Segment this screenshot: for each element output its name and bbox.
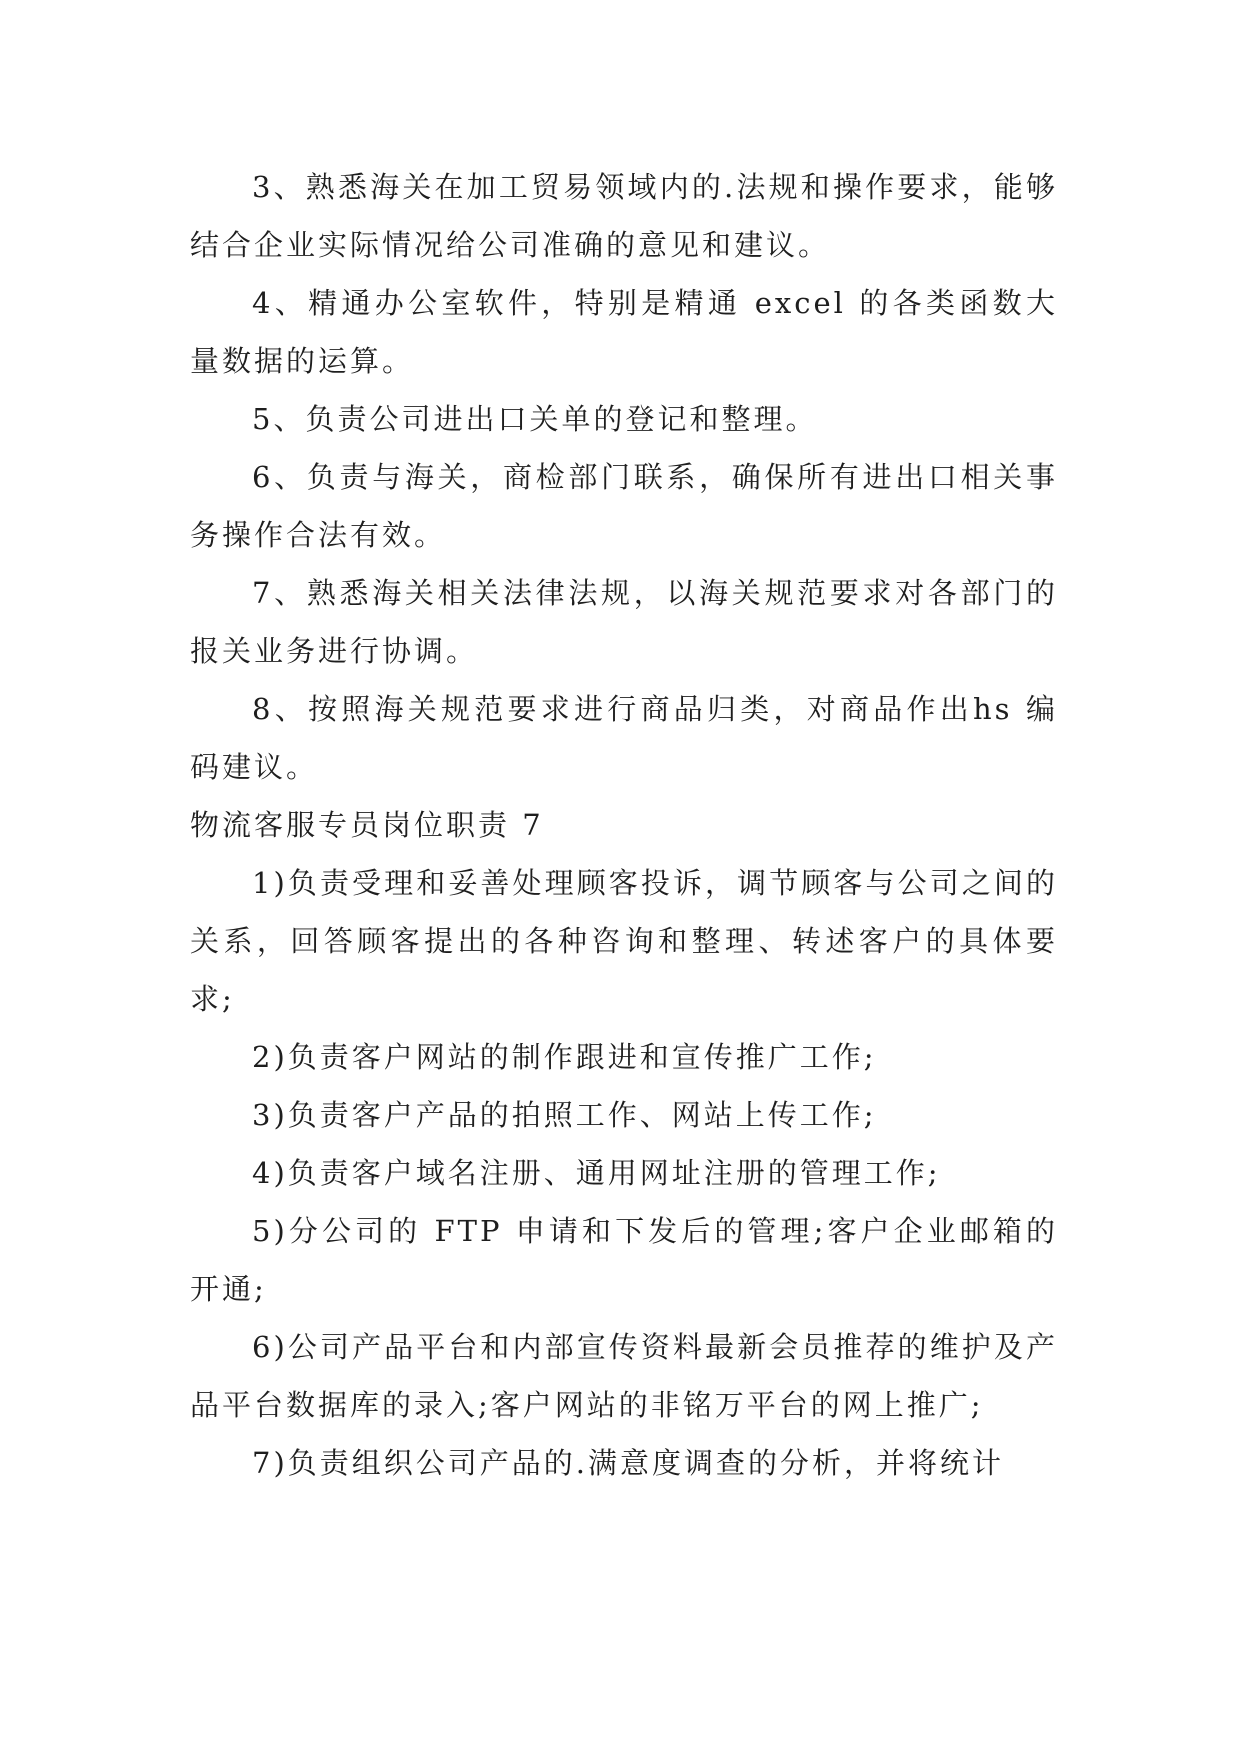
section-heading: 物流客服专员岗位职责 7 — [190, 808, 544, 842]
service-item-6: 6)公司产品平台和内部宣传资料最新会员推荐的维护及产品平台数据库的录入;客户网站的非铭万平台的网上推广; — [190, 1330, 1058, 1422]
duty-item-7: 7、熟悉海关相关法律法规，以海关规范要求对各部门的报关业务进行协调。 — [190, 576, 1058, 668]
duty-item-6: 6、负责与海关，商检部门联系，确保所有进出口相关事务操作合法有效。 — [190, 460, 1058, 552]
service-item-7: 7)负责组织公司产品的.满意度调查的分析，并将统计 — [252, 1446, 1004, 1480]
document-body — [190, 158, 1058, 1492]
service-item-4: 4)负责客户域名注册、通用网址注册的管理工作; — [252, 1156, 941, 1190]
duty-item-3: 3、熟悉海关在加工贸易领域内的.法规和操作要求，能够结合企业实际情况给公司准确的意见和建议。 — [190, 170, 1058, 262]
duty-item-4: 4、精通办公室软件，特别是精通 excel 的各类函数大量数据的运算。 — [190, 286, 1058, 378]
service-item-3: 3)负责客户产品的拍照工作、网站上传工作; — [252, 1098, 877, 1132]
duty-item-8: 8、按照海关规范要求进行商品归类，对商品作出hs 编码建议。 — [190, 692, 1058, 784]
service-item-2: 2)负责客户网站的制作跟进和宣传推广工作; — [252, 1040, 877, 1074]
duty-item-5: 5、负责公司进出口关单的登记和整理。 — [252, 402, 818, 436]
service-item-1: 1)负责受理和妥善处理顾客投诉，调节顾客与公司之间的关系，回答顾客提出的各种咨询和整理、转述客户的具体要求; — [190, 866, 1058, 1016]
service-item-5: 5)分公司的 FTP 申请和下发后的管理;客户企业邮箱的开通; — [190, 1214, 1058, 1306]
